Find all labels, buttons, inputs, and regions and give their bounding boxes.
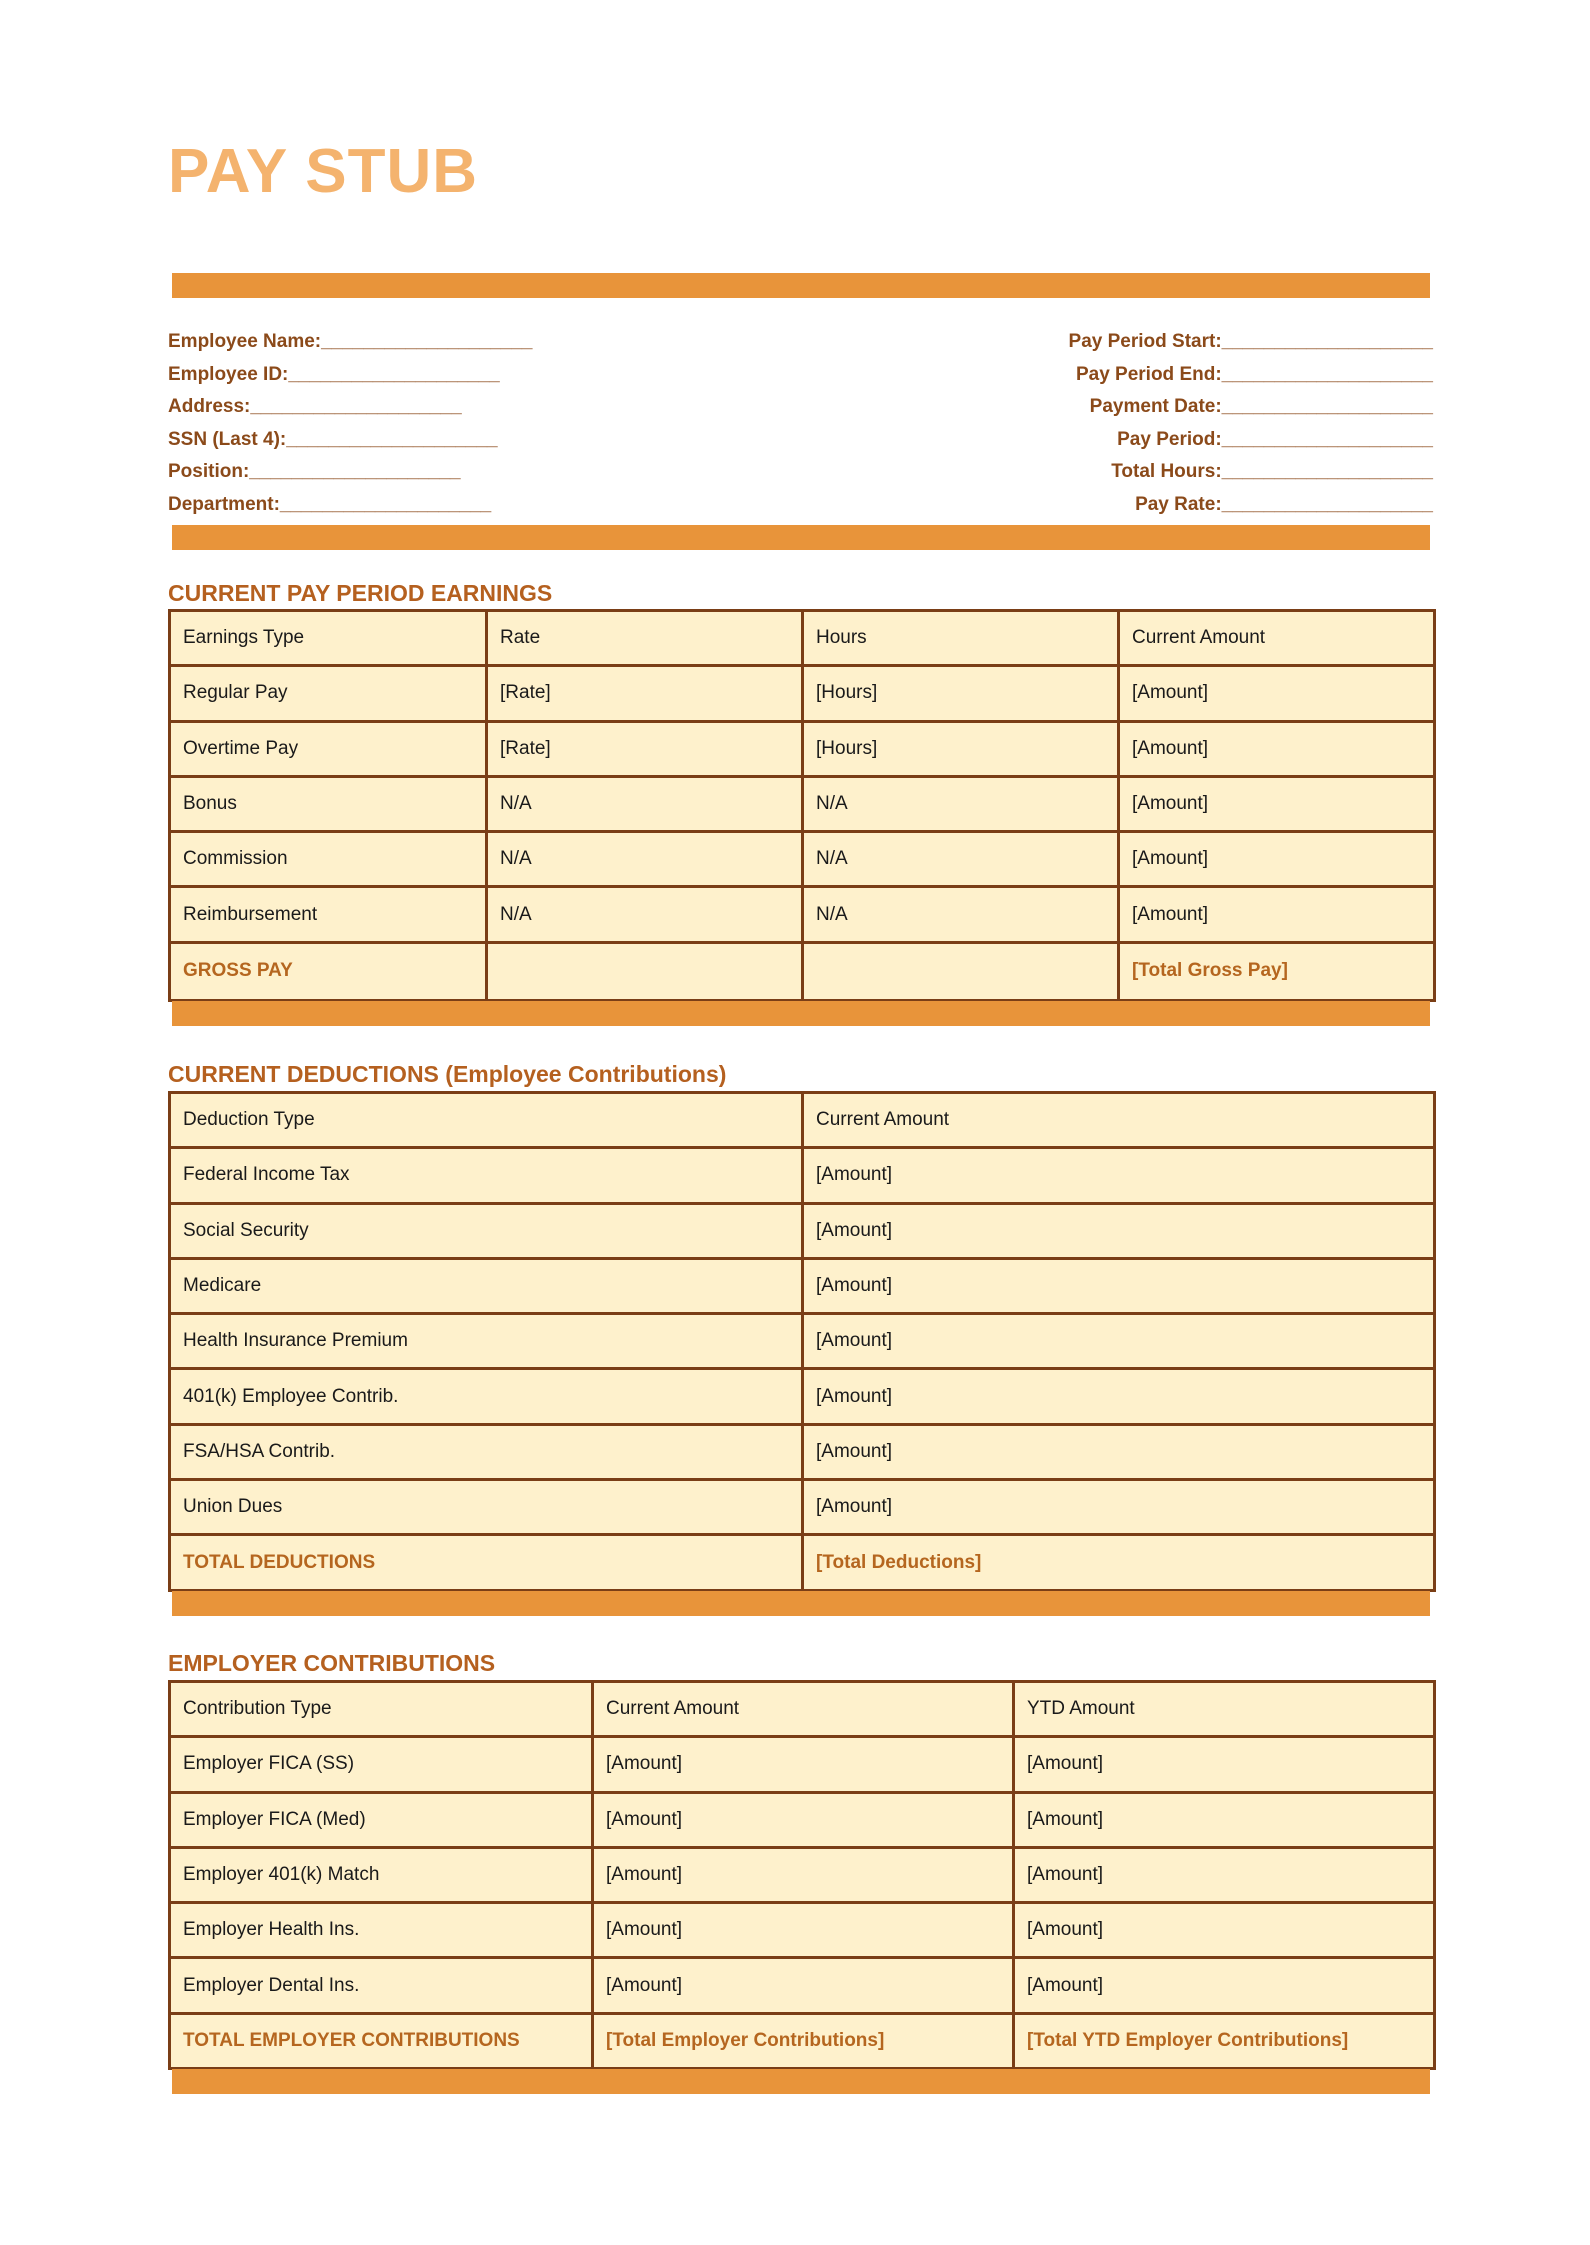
table-cell: [Rate]	[487, 666, 803, 721]
table-cell: [Hours]	[803, 666, 1119, 721]
total-label-cell: GROSS PAY	[170, 942, 487, 1000]
table-cell: [Hours]	[803, 721, 1119, 776]
table-cell: N/A	[487, 832, 803, 887]
table-cell: [Amount]	[1014, 1737, 1435, 1792]
table-cell	[487, 942, 803, 1000]
divider-bar	[172, 2069, 1430, 2094]
table-cell: [Amount]	[1014, 1903, 1435, 1958]
total-value-cell: [Total YTD Employer Contributions]	[1014, 2013, 1435, 2068]
table-row	[170, 1148, 1435, 1203]
table-cell: FSA/HSA Contrib.	[170, 1424, 803, 1479]
table-row	[170, 1737, 1435, 1792]
table-cell: [Amount]	[1119, 721, 1435, 776]
ssn-field: SSN (Last 4):____________________	[168, 428, 498, 450]
total-value-cell: [Total Deductions]	[803, 1535, 1435, 1590]
table-cell: [Amount]	[1119, 776, 1435, 831]
earnings-section-title: CURRENT PAY PERIOD EARNINGS	[168, 580, 553, 606]
employee-id-field: Employee ID:____________________	[168, 363, 500, 385]
table-row	[170, 1258, 1435, 1313]
table-cell: Federal Income Tax	[170, 1148, 803, 1203]
table-cell: Bonus	[170, 776, 487, 831]
employee-name-field: Employee Name:____________________	[168, 331, 533, 352]
table-cell: N/A	[803, 832, 1119, 887]
table-row	[170, 832, 1435, 887]
divider-bar	[172, 273, 1430, 298]
employer-contributions-table	[168, 1680, 1436, 2070]
table-cell: Overtime Pay	[170, 721, 487, 776]
divider-bar	[172, 1591, 1430, 1616]
address-field: Address:____________________	[168, 396, 462, 417]
payment-date-field: Payment Date:____________________	[1089, 396, 1433, 417]
table-cell: N/A	[803, 887, 1119, 942]
table-cell: Medicare	[170, 1258, 803, 1313]
table-row	[170, 666, 1435, 721]
table-cell: [Amount]	[803, 1258, 1435, 1313]
table-header-row	[170, 1682, 1435, 1737]
table-cell: [Amount]	[803, 1314, 1435, 1369]
table-cell: [Amount]	[593, 1847, 1014, 1902]
table-row	[170, 887, 1435, 942]
table-row	[170, 1480, 1435, 1535]
table-cell: Social Security	[170, 1203, 803, 1258]
pay-period-start-field: Pay Period Start:____________________	[1068, 331, 1433, 352]
total-employer-contributions-row	[170, 2013, 1435, 2068]
table-cell: [Amount]	[803, 1369, 1435, 1424]
table-row	[170, 1847, 1435, 1902]
table-cell: Employer FICA (SS)	[170, 1737, 593, 1792]
table-cell: [Amount]	[1119, 666, 1435, 721]
table-cell: [Amount]	[1014, 1847, 1435, 1902]
page-title: PAY STUB	[168, 137, 479, 206]
table-cell: 401(k) Employee Contrib.	[170, 1369, 803, 1424]
header-cell: YTD Amount	[1014, 1682, 1435, 1737]
total-deductions-row	[170, 1535, 1435, 1590]
header-cell: Rate	[487, 611, 803, 666]
total-value-cell: [Total Employer Contributions]	[593, 2013, 1014, 2068]
table-cell: Union Dues	[170, 1480, 803, 1535]
pay-period-end-field: Pay Period End:____________________	[1075, 363, 1433, 385]
table-cell: [Amount]	[1119, 887, 1435, 942]
table-cell: [Rate]	[487, 721, 803, 776]
table-row	[170, 1903, 1435, 1958]
table-row	[170, 1369, 1435, 1424]
table-cell: [Amount]	[593, 1958, 1014, 2013]
table-row	[170, 1314, 1435, 1369]
header-cell: Current Amount	[593, 1682, 1014, 1737]
table-cell: Commission	[170, 832, 487, 887]
table-cell: [Amount]	[593, 1737, 1014, 1792]
table-cell: Employer Health Ins.	[170, 1903, 593, 1958]
total-value-cell: [Total Gross Pay]	[1119, 942, 1435, 1000]
total-label-cell: TOTAL EMPLOYER CONTRIBUTIONS	[170, 2013, 593, 2068]
pay-period-info-right	[1069, 326, 1433, 521]
table-header-row	[170, 611, 1435, 666]
table-row	[170, 721, 1435, 776]
position-field: Position:____________________	[168, 461, 461, 482]
total-hours-field: Total Hours:____________________	[1111, 461, 1433, 482]
table-row	[170, 1958, 1435, 2013]
table-cell: Regular Pay	[170, 666, 487, 721]
table-cell: Employer 401(k) Match	[170, 1847, 593, 1902]
table-cell: [Amount]	[1119, 832, 1435, 887]
employer-contributions-section-title: EMPLOYER CONTRIBUTIONS	[168, 1650, 496, 1676]
table-row	[170, 1424, 1435, 1479]
header-cell: Deduction Type	[170, 1093, 803, 1148]
table-cell	[803, 942, 1119, 1000]
earnings-table	[168, 609, 1436, 1002]
table-header-row	[170, 1093, 1435, 1148]
table-cell: N/A	[487, 887, 803, 942]
department-field: Department:____________________	[168, 493, 492, 515]
header-cell: Current Amount	[803, 1093, 1435, 1148]
employee-info-left	[168, 326, 532, 521]
table-cell: [Amount]	[803, 1424, 1435, 1479]
table-cell: Reimbursement	[170, 887, 487, 942]
table-cell: [Amount]	[803, 1148, 1435, 1203]
table-cell: [Amount]	[593, 1792, 1014, 1847]
pay-rate-field: Pay Rate:____________________	[1135, 493, 1433, 515]
table-cell: Health Insurance Premium	[170, 1314, 803, 1369]
table-row	[170, 1203, 1435, 1258]
table-cell: Employer FICA (Med)	[170, 1792, 593, 1847]
deductions-table	[168, 1091, 1436, 1592]
table-cell: [Amount]	[593, 1903, 1014, 1958]
table-cell: [Amount]	[803, 1480, 1435, 1535]
header-cell: Hours	[803, 611, 1119, 666]
pay-period-field: Pay Period:____________________	[1117, 428, 1433, 450]
table-cell: Employer Dental Ins.	[170, 1958, 593, 2013]
table-cell: [Amount]	[1014, 1792, 1435, 1847]
gross-pay-row	[170, 942, 1435, 1000]
total-label-cell: TOTAL DEDUCTIONS	[170, 1535, 803, 1590]
divider-bar	[172, 525, 1430, 550]
divider-bar	[172, 1001, 1430, 1026]
deductions-section-title: CURRENT DEDUCTIONS (Employee Contributions)	[168, 1061, 727, 1087]
header-cell: Contribution Type	[170, 1682, 593, 1737]
table-cell: [Amount]	[803, 1203, 1435, 1258]
table-cell: [Amount]	[1014, 1958, 1435, 2013]
header-cell: Current Amount	[1119, 611, 1435, 666]
table-cell: N/A	[487, 776, 803, 831]
table-row	[170, 1792, 1435, 1847]
table-row	[170, 776, 1435, 831]
table-cell: N/A	[803, 776, 1119, 831]
header-cell: Earnings Type	[170, 611, 487, 666]
